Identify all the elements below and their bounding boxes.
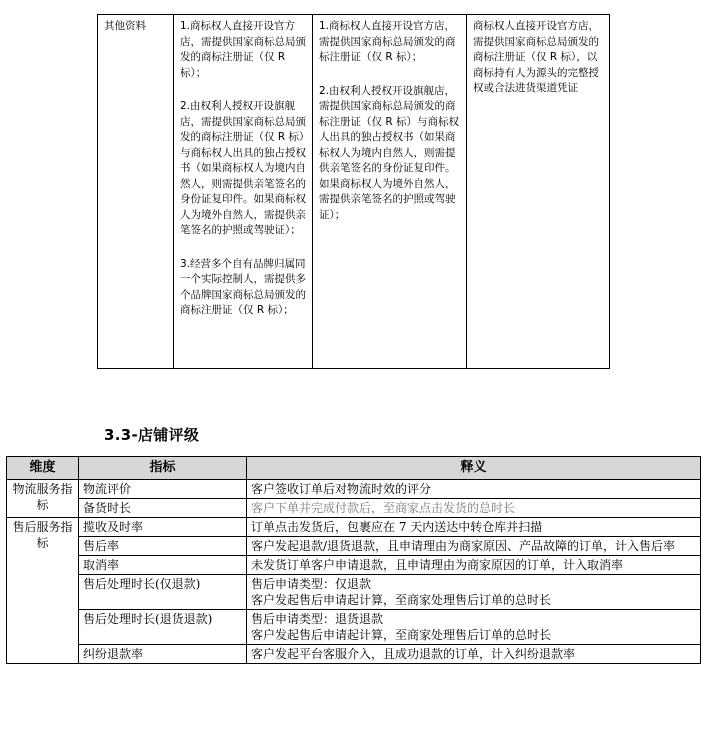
description-cell: 客户发起平台客服介入，且成功退款的订单，计入纠纷退款率 [247,645,701,664]
table-row [7,480,701,499]
metric-cell: 揽收及时率 [79,518,247,537]
qualification-table [97,14,610,369]
description-cell: 客户下单并完成付款后，至商家点击发货的总时长 [247,499,701,518]
requirement-item: 商标权人直接开设官方店，需提供国家商标总局颁发的商标注册证（仅 R 标），以商标持有人为源头的完整授权或合法进货渠道凭证 [473,20,599,94]
description-cell: 客户发起退款/退货退款，且申请理由为商家原因、产品故障的订单，计入售后率 [247,537,701,556]
row-label: 其他资料 [98,15,174,369]
requirement-item: 1.商标权人直接开设官方店，需提供国家商标总局颁发的商标注册证（仅 R 标）； [319,20,456,63]
column-header: 指标 [79,457,247,480]
requirement-item: 3.经营多个自有品牌归属同一个实际控制人，需提供多个品牌国家商标总局颁发的商标注册证（仅 R 标）； [180,257,306,316]
metric-cell: 售后处理时长(仅退款) [79,575,247,610]
metric-cell: 备货时长 [79,499,247,518]
description-line: 售后申请类型：退货退款 [251,612,384,626]
requirement-item: 2.由权利人授权开设旗舰店，需提供国家商标总局颁发的商标注册证（仅 R 标）与商标权人出具的独占授权书（如果商标权人为境内自然人，则需提供亲笔签名的身份证复印件。如果商标权人为境外自然人，需提供亲笔签名的护照或驾驶证）； [319,84,459,221]
column-header: 维度 [7,457,79,480]
metric-cell: 售后率 [79,537,247,556]
description-line: 客户发起售后申请起计算，至商家处理售后订单的总时长 [251,628,552,642]
official-store-requirements [174,15,313,369]
specialty-store-requirements [467,15,610,369]
table-row [7,518,701,537]
table-row [7,537,701,556]
section-heading: 3.3-店铺评级 [104,426,200,444]
description-cell [247,575,701,610]
description-line: 客户发起售后申请起计算，至商家处理售后订单的总时长 [251,593,552,607]
table-row [7,575,701,610]
table-row [7,499,701,518]
requirement-item: 1.商标权人直接开设官方店，需提供国家商标总局颁发的商标注册证（仅 R 标）； [180,20,306,79]
metric-cell: 售后处理时长(退货退款) [79,610,247,645]
dimension-cell: 物流服务指标 [7,480,79,518]
store-rating-table [6,456,701,664]
table-row [7,610,701,645]
description-line: 售后申请类型：仅退款 [251,577,372,591]
description-cell: 订单点击发货后，包裹应在 7 天内送达中转仓库并扫描 [247,518,701,537]
requirement-item: 2.由权利人授权开设旗舰店，需提供国家商标总局颁发的商标注册证（仅 R 标）与商标权人出具的独占授权书（如果商标权人为境内自然人，则需提供亲笔签名的身份证复印件。如果商标权人为境外自然人，需提供亲笔签名的护照或驾驶证）； [180,100,306,236]
metric-cell: 取消率 [79,556,247,575]
table-row [98,15,610,369]
description-cell: 客户签收订单后对物流时效的评分 [247,480,701,499]
dimension-cell: 售后服务指标 [7,518,79,664]
table-row [7,645,701,664]
metric-cell: 物流评价 [79,480,247,499]
description-cell: 未发货订单客户申请退款，且申请理由为商家原因的订单，计入取消率 [247,556,701,575]
column-header: 释义 [247,457,701,480]
metric-cell: 纠纷退款率 [79,645,247,664]
table-header-row [7,457,701,480]
table-row [7,556,701,575]
description-cell [247,610,701,645]
flagship-store-requirements [313,15,467,369]
